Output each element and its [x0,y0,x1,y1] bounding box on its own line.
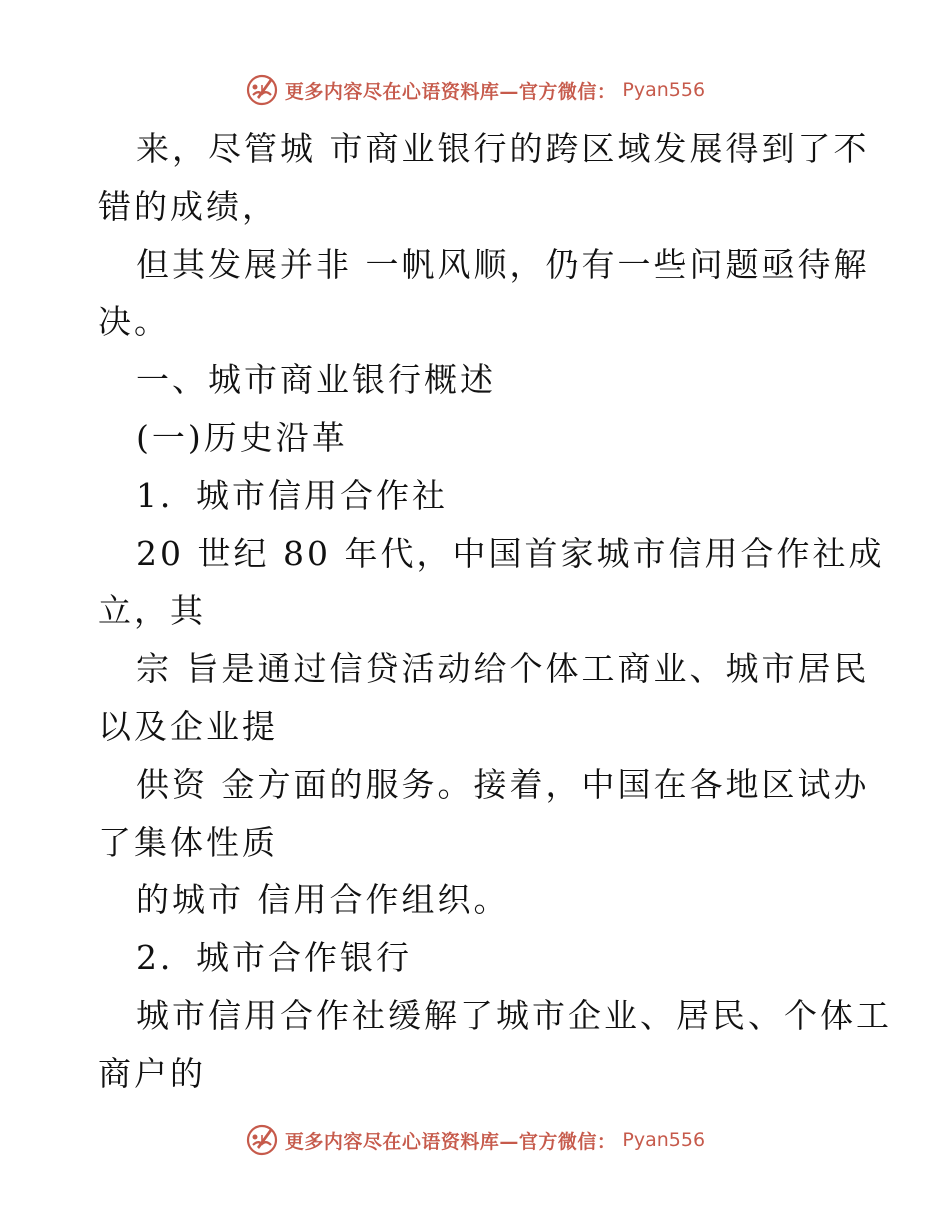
text-line: 立，其 [98,591,206,631]
text-line: 供资 金方面的服务。接着，中国在各地区试办 [136,764,870,804]
text-line: 商户的 [98,1053,206,1093]
text-line: 宗 旨是通过信贷活动给个体工商业、城市居民 [136,649,870,689]
header-banner [0,72,950,108]
section-heading: 一、城市商业银行概述 [136,360,496,400]
book-quill-logo-icon [245,73,279,107]
text-line: 城市信用合作社缓解了城市企业、居民、个体工 [136,995,892,1035]
book-quill-logo-icon [245,1123,279,1157]
document-body [98,120,892,1103]
footer-banner-text: 更多内容尽在心语资料库—官方微信： [284,1130,617,1153]
footer-wechat-id: Pyan556 [622,1129,706,1151]
text-line: 以及企业提 [98,706,278,746]
text-line: 20 世纪 80 年代，中国首家城市信用合作社成 [136,533,885,573]
header-banner-text: 更多内容尽在心语资料库—官方微信： [284,80,617,103]
item-heading: 2．城市合作银行 [136,938,412,978]
subsection-heading: (一)历史沿革 [136,417,348,457]
footer-banner [0,1122,950,1158]
text-line: 了集体性质 [98,822,278,862]
text-line: 但其发展并非 一帆风顺，仍有一些问题亟待解 [136,244,870,284]
text-line: 来，尽管城 市商业银行的跨区域发展得到了不 [136,129,870,168]
item-heading: 1．城市信用合作社 [136,475,448,515]
header-wechat-id: Pyan556 [622,79,706,101]
text-line: 的城市 信用合作组织。 [136,880,510,920]
text-line: 决。 [98,302,170,342]
text-line: 错的成绩， [98,186,278,226]
